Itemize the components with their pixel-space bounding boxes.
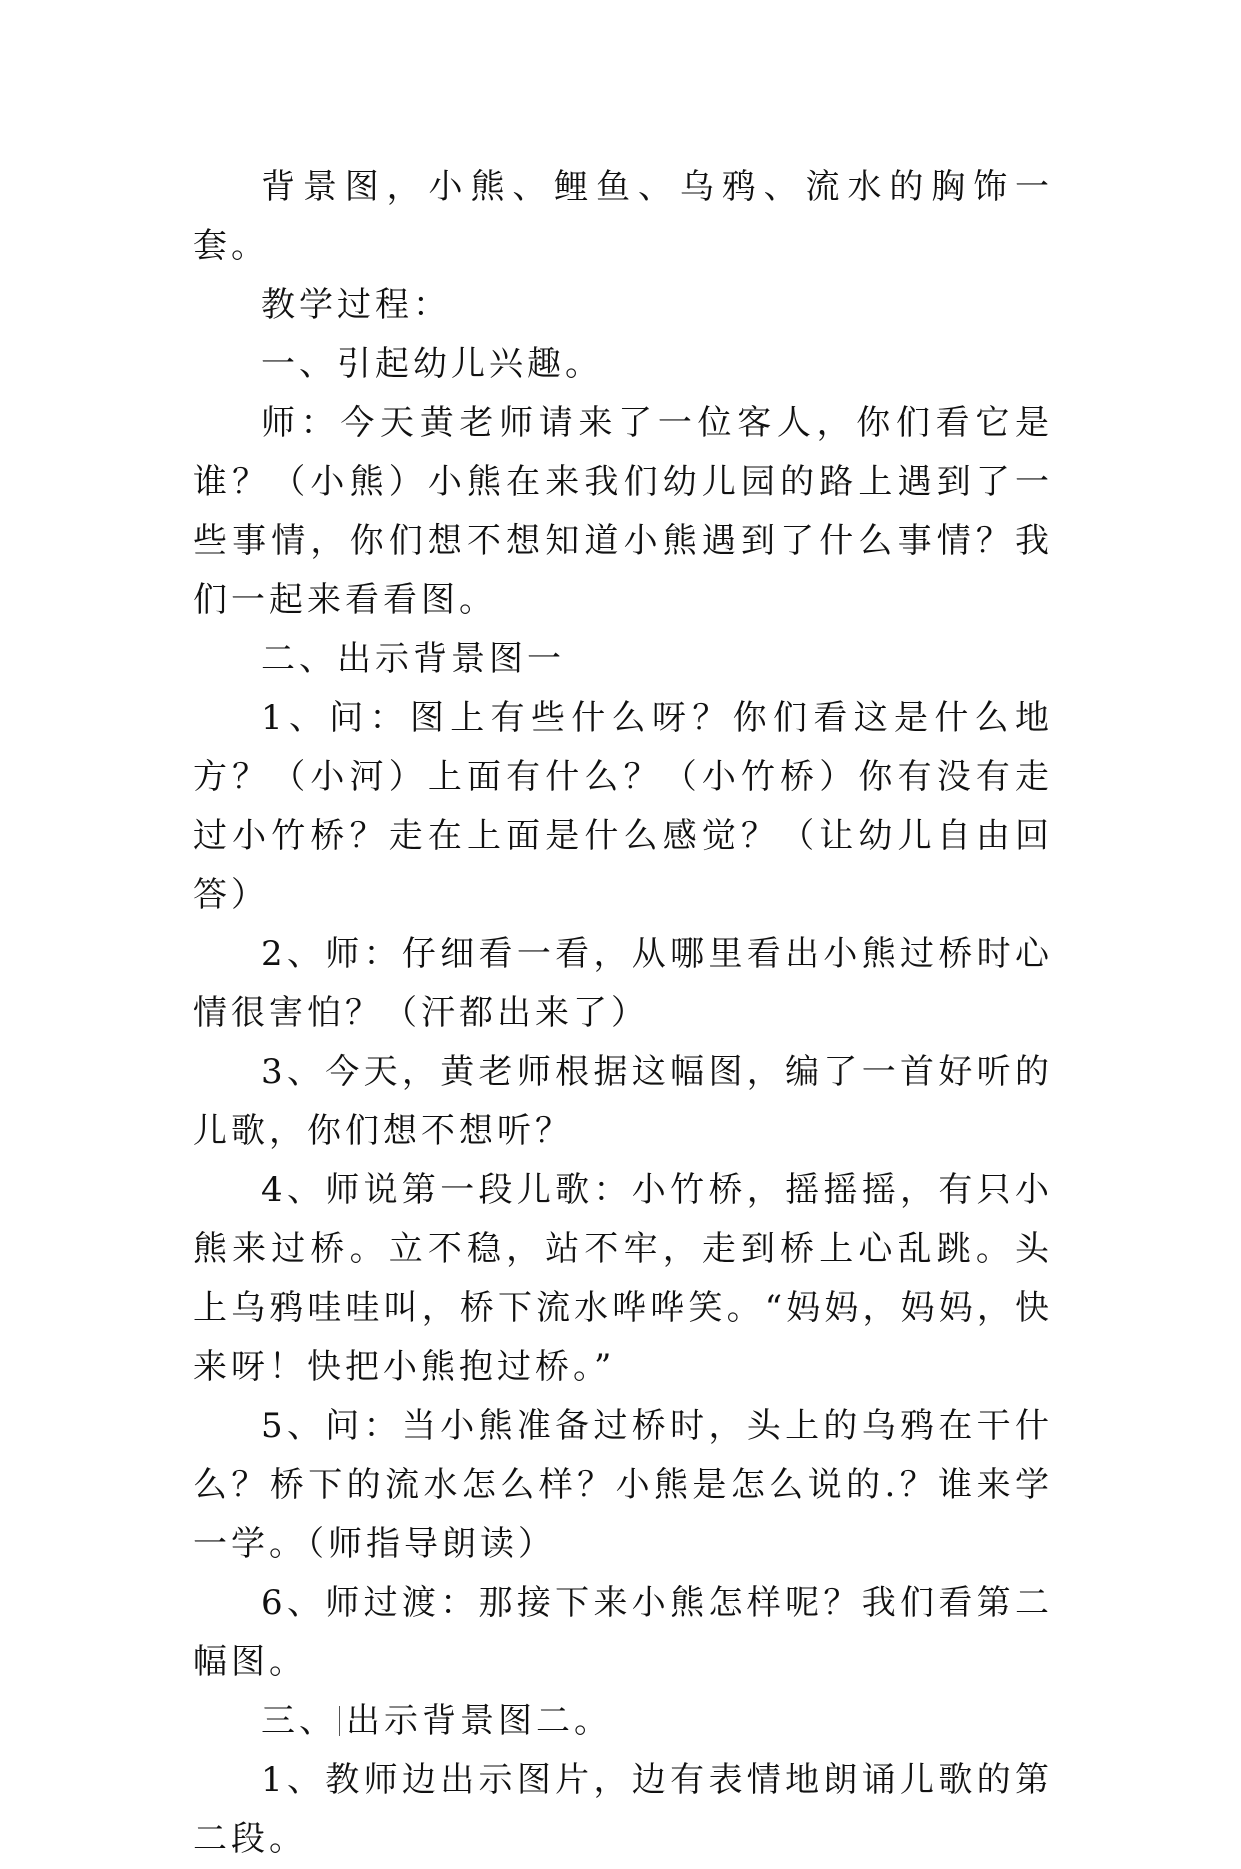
document-body: [193, 158, 1053, 1869]
paragraph-step-5: 5、问：当小熊准备过桥时，头上的乌鸦在干什么？桥下的流水怎么样？小熊是怎么说的.？谁来学一学。（师指导朗读）: [193, 1406, 1053, 1564]
paragraph-step-2: 2、师：仔细看一看，从哪里看出小熊过桥时心情很害怕？（汗都出来了）: [193, 934, 1053, 1033]
paragraph-materials: 背景图，小熊、鲤鱼、乌鸦、流水的胸饰一套。: [193, 167, 1053, 266]
paragraph-section-2: 二、出示背景图一: [261, 639, 565, 679]
paragraph-section-3: [193, 1692, 1053, 1751]
paragraph-teacher-intro: 师：今天黄老师请来了一位客人，你们看它是谁？（小熊）小熊在来我们幼儿园的路上遇到了一些事情，你们想不想知道小熊遇到了什么事情？我们一起来看看图。: [193, 403, 1053, 620]
text-cursor: [339, 1706, 340, 1736]
paragraph-process-heading: 教学过程：: [261, 285, 451, 325]
paragraph-step-4: 4、师说第一段儿歌：小竹桥，摇摇摇，有只小熊来过桥。立不稳，站不牢，走到桥上心乱跳。头上乌鸦哇哇叫，桥下流水哗哗笑。“妈妈，妈妈，快来呀！快把小熊抱过桥。”: [193, 1170, 1053, 1387]
paragraph-last-step: 1、教师边出示图片，边有表情地朗诵儿歌的第二段。: [193, 1760, 1053, 1859]
paragraph-step-3: 3、今天，黄老师根据这幅图，编了一首好听的儿歌，你们想不想听？: [193, 1052, 1053, 1151]
paragraph-step-1: 1、问：图上有些什么呀？你们看这是什么地方？（小河）上面有什么？（小竹桥）你有没有走过小竹桥？走在上面是什么感觉？（让幼儿自由回答）: [193, 698, 1053, 915]
section-3-prefix: 三、: [261, 1701, 337, 1741]
section-3-text: 出示背景图二。: [346, 1701, 612, 1741]
paragraph-section-1: 一、引起幼儿兴趣。: [261, 344, 603, 384]
paragraph-step-6: 6、师过渡：那接下来小熊怎样呢？我们看第二幅图。: [193, 1583, 1053, 1682]
